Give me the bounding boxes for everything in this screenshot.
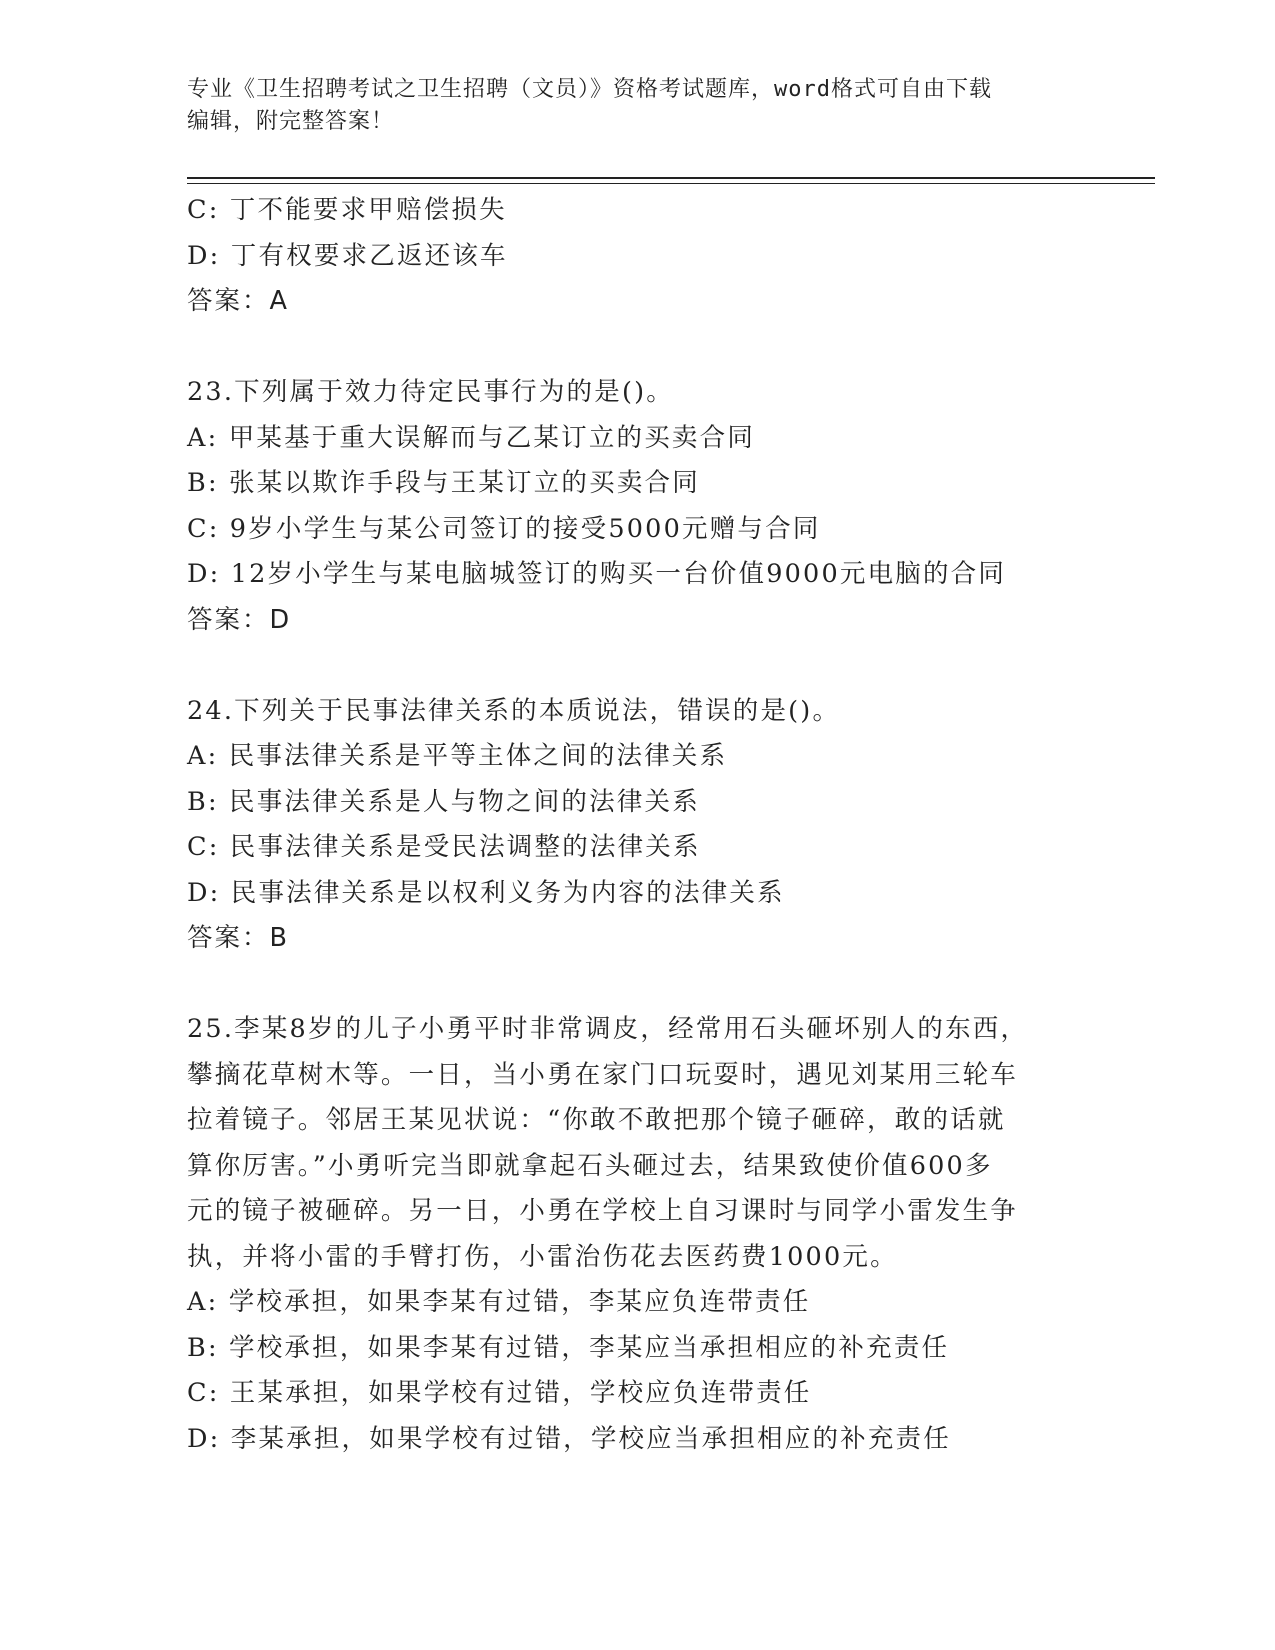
question-stem-line-3: 拉着镜子。邻居王某见状说：“你敢不敢把那个镜子砸碎，敢的话就 — [187, 1105, 1006, 1135]
option-c: C: 王某承担，如果学校有过错，学校应负连带责任 — [187, 1378, 812, 1408]
option-b: B: 张某以欺诈手段与王某订立的买卖合同 — [187, 468, 700, 498]
header-line-2: 编辑，附完整答案！ — [187, 109, 395, 134]
option-d: D: 丁有权要求乙返还该车 — [187, 240, 508, 271]
option-a: A: 民事法律关系是平等主体之间的法律关系 — [187, 741, 728, 771]
option-a: A: 学校承担，如果李某有过错，李某应负连带责任 — [187, 1287, 811, 1317]
question-stem: 24.下列关于民事法律关系的本质说法，错误的是()。 — [187, 695, 841, 726]
document-header — [187, 74, 1067, 138]
option-c: C: 9岁小学生与某公司签订的接受5000元赠与合同 — [187, 513, 821, 544]
option-a: A: 甲某基于重大误解而与乙某订立的买卖合同 — [187, 422, 756, 453]
question-24 — [187, 689, 1067, 962]
question-stem-line-1: 25.李某8岁的儿子小勇平时非常调皮，经常用石头砸坏别人的东西， — [187, 1014, 1029, 1044]
question-stem: 23.下列属于效力待定民事行为的是()。 — [187, 377, 674, 407]
option-d: D: 12岁小学生与某电脑城签订的购买一台价值9000元电脑的合同 — [187, 559, 1007, 589]
header-rule-thick — [187, 177, 1155, 179]
spacer — [187, 325, 1067, 371]
question-25 — [187, 1007, 1067, 1462]
question-23 — [187, 370, 1067, 643]
option-b: B: 学校承担，如果李某有过错，李某应当承担相应的补充责任 — [187, 1332, 950, 1363]
answer-line: 答案：D — [187, 604, 292, 635]
question-stem-line-4: 算你厉害。”小勇听完当即就拿起石头砸过去，结果致使价值600多 — [187, 1150, 993, 1181]
answer-line: 答案：A — [187, 286, 289, 316]
header-line-1: 专业《卫生招聘考试之卫生招聘（文员）》资格考试题库，word格式可自由下载 — [187, 77, 992, 102]
option-c: C: 民事法律关系是受民法调整的法律关系 — [187, 832, 701, 862]
header-rule-thin — [187, 183, 1155, 184]
option-d: D: 李某承担，如果学校有过错，学校应当承担相应的补充责任 — [187, 1423, 951, 1454]
option-c: C: 丁不能要求甲赔偿损失 — [187, 195, 507, 225]
question-22-tail — [187, 188, 1067, 325]
question-list — [187, 188, 1067, 1462]
question-stem-line-6: 执，并将小雷的手臂打伤，小雷治伤花去医药费1000元。 — [187, 1241, 898, 1272]
spacer — [187, 643, 1067, 689]
option-b: B: 民事法律关系是人与物之间的法律关系 — [187, 786, 700, 817]
option-d: D: 民事法律关系是以权利义务为内容的法律关系 — [187, 877, 785, 908]
answer-line: 答案：B — [187, 923, 289, 953]
question-stem-line-5: 元的镜子被砸碎。另一日，小勇在学校上自习课时与同学小雷发生争 — [187, 1196, 1019, 1226]
spacer — [187, 962, 1067, 1008]
question-stem-line-2: 攀摘花草树木等。一日，当小勇在家门口玩耍时，遇见刘某用三轮车 — [187, 1059, 1019, 1090]
